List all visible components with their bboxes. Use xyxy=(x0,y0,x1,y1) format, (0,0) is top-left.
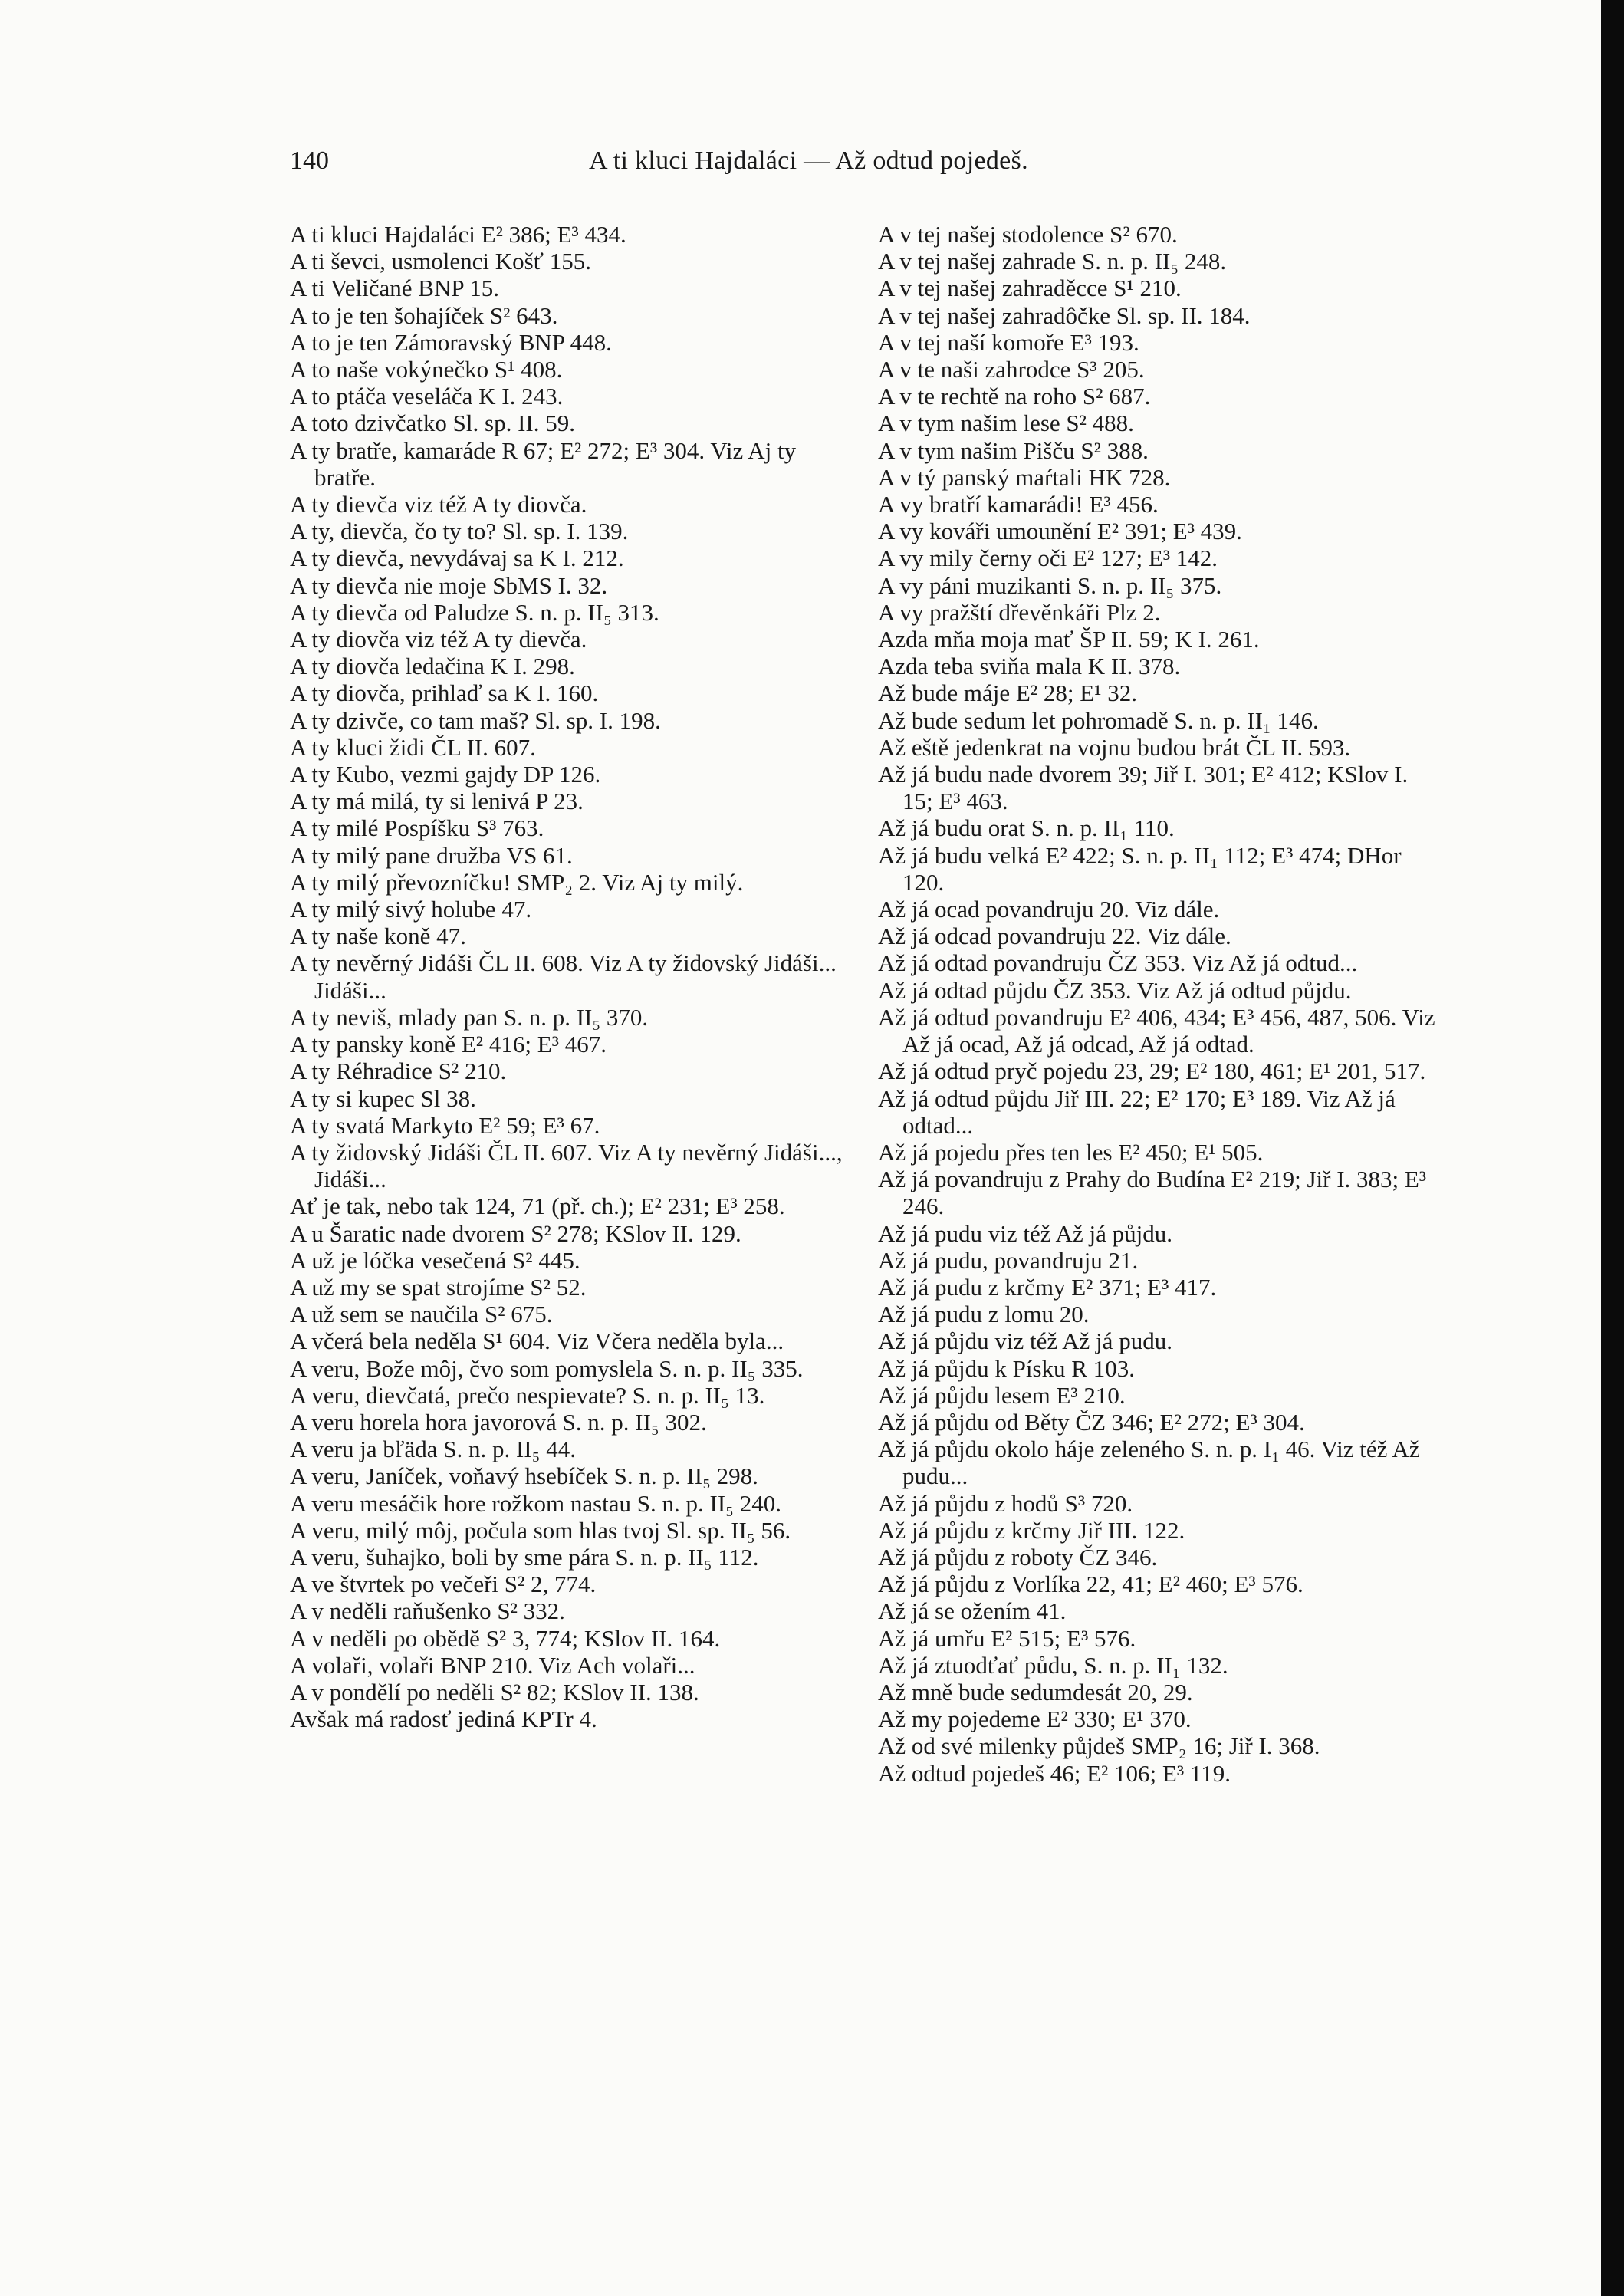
index-entry: Až já půjdu okolo háje zeleného S. n. p. I₁ 46. Viz též Až pudu... xyxy=(878,1436,1420,1490)
index-entry: Až já ocad povandruju 20. Viz dále. xyxy=(878,896,1220,923)
page-header xyxy=(290,142,1149,180)
index-entry: Až odtud pojedeš 46; E² 106; E³ 119. xyxy=(878,1759,1231,1787)
index-entry: A v pondělí po neděli S² 82; KSlov II. 138. xyxy=(290,1678,699,1706)
index-entry: A u Šaratic nade dvorem S² 278; KSlov II. 129. xyxy=(290,1219,741,1247)
index-entry: Až já umřu E² 515; E³ 576. xyxy=(878,1624,1136,1652)
index-entry: Avšak má radosť jediná KPTr 4. xyxy=(290,1706,597,1733)
index-entry: A v tej našej zahrade S. n. p. II₅ 248. xyxy=(878,248,1227,275)
index-entry: A veru, šuhajko, boli by sme pára S. n. p. II₅ 112. xyxy=(290,1543,759,1571)
index-entry: A ty diovča viz též A ty dievča. xyxy=(290,626,587,653)
index-entry: A v tej našej stodolence S² 670. xyxy=(878,221,1178,248)
index-entry: Až já půjdu od Běty ČZ 346; E² 272; E³ 304. xyxy=(878,1408,1305,1436)
index-entry: Až já odtad půjdu ČZ 353. Viz Až já odtud půjdu. xyxy=(878,976,1352,1004)
index-entry: A včerá bela neděla S¹ 604. Viz Včera neděla byla... xyxy=(290,1327,784,1355)
index-entry: A ti Veličané BNP 15. xyxy=(290,275,499,302)
index-entry: Až já půjdu z Vorlíka 22, 41; E² 460; E³ 576. xyxy=(878,1571,1303,1598)
index-entry: A ty milé Pospíšku S³ 763. xyxy=(290,814,544,842)
index-entry: A v te rechtě na roho S² 687. xyxy=(878,383,1151,410)
index-entry: A to ptáča veseláča K I. 243. xyxy=(290,383,564,410)
index-entry: Azda mňa moja mať ŠP II. 59; K I. 261. xyxy=(878,626,1260,653)
index-entry: A ty má milá, ty si lenivá P 23. xyxy=(290,788,584,815)
index-entry: A veru, dievčatá, prečo nespievate? S. n. p. II₅ 13. xyxy=(290,1381,765,1409)
index-entry: Až eště jedenkrat na vojnu budou brát ČL II. 593. xyxy=(878,733,1351,761)
index-entry: A ti kluci Hajdaláci E² 386; E³ 434. xyxy=(290,221,626,248)
index-entry: Až my pojedeme E² 330; E¹ 370. xyxy=(878,1706,1192,1733)
index-entry: A ty Kubo, vezmi gajdy DP 126. xyxy=(290,761,601,788)
index-entry: A v te naši zahrodce S³ 205. xyxy=(878,356,1145,383)
index-entry: Až já budu nade dvorem 39; Jiř I. 301; E² 412; KSlov I. 15; E³ 463. xyxy=(878,761,1409,815)
index-entry: A veru ja bľäda S. n. p. II₅ 44. xyxy=(290,1436,576,1463)
index-entry: A ty pansky koně E² 416; E³ 467. xyxy=(290,1031,607,1058)
index-entry: A ty milý pane družba VS 61. xyxy=(290,841,573,869)
index-entry: A veru mesáčik hore rožkom nastau S. n. p. II₅ 240. xyxy=(290,1489,781,1517)
index-entry: Až já půjdu lesem E³ 210. xyxy=(878,1381,1126,1409)
index-entry: A ty si kupec Sl 38. xyxy=(290,1084,476,1112)
index-entry: Až já pudu, povandruju 21. xyxy=(878,1246,1139,1274)
index-entry: Až já povandruju z Prahy do Budína E² 219; Jiř I. 383; E³ 246. xyxy=(878,1166,1427,1220)
index-entry: Až bude máje E² 28; E¹ 32. xyxy=(878,679,1137,707)
index-entry: A v neděli po obědě S² 3, 774; KSlov II. 164. xyxy=(290,1624,721,1652)
index-entry: Až já odtad povandruju ČZ 353. Viz Až já odtud... xyxy=(878,949,1358,977)
index-entry: A v tej naší komoře E³ 193. xyxy=(878,328,1139,356)
index-entry: A to je ten šohajíček S² 643. xyxy=(290,301,558,329)
index-entry: A ty dievča viz též A ty diovča. xyxy=(290,491,587,518)
index-entry: A vy páni muzikanti S. n. p. II₅ 375. xyxy=(878,571,1222,599)
index-entry: Až já pojedu přes ten les E² 450; E¹ 505. xyxy=(878,1138,1264,1166)
index-entry: Až já odtud pryč pojedu 23, 29; E² 180, 461; E¹ 201, 517. xyxy=(878,1058,1426,1085)
index-entry: A v neděli raňušenko S² 332. xyxy=(290,1597,565,1625)
index-entry: A toto dzivčatko Sl. sp. II. 59. xyxy=(290,410,575,437)
index-entry: Až já odtud půjdu Jiř III. 22; E² 170; E³ 189. Viz Až já odtad... xyxy=(878,1084,1396,1139)
index-entry: A ty svatá Markyto E² 59; E³ 67. xyxy=(290,1111,600,1139)
index-entry: A vy bratří kamarádi! E³ 456. xyxy=(878,491,1159,518)
index-entry: A ty milý sivý holube 47. xyxy=(290,896,532,923)
index-entry: A veru, Bože môj, čvo som pomyslela S. n. p. II₅ 335. xyxy=(290,1354,804,1382)
index-entry: Až od své milenky půjdeš SMP₂ 16; Jiř I. 368. xyxy=(878,1732,1320,1760)
page-number: 140 xyxy=(290,146,329,175)
index-entry: A ty kluci židi ČL II. 607. xyxy=(290,733,536,761)
running-title: A ti kluci Hajdaláci — Až odtud pojedeš. xyxy=(589,146,1028,175)
index-entry: A vy pražští dřevěnkáři Plz 2. xyxy=(878,598,1161,626)
index-entry: A ty dzivče, co tam maš? Sl. sp. I. 198. xyxy=(290,706,661,734)
index-entry: Až já ztuodťať půdu, S. n. p. II₁ 132. xyxy=(878,1651,1228,1679)
index-entry: Až já budu velká E² 422; S. n. p. II₁ 112; E³ 474; DHor 120. xyxy=(878,841,1402,896)
index-entry: A v tej našej zahraděcce S¹ 210. xyxy=(878,275,1182,302)
index-entry: A ti ševci, usmolenci Košť 155. xyxy=(290,248,591,275)
index-entry: Až já pudu z lomu 20. xyxy=(878,1301,1090,1328)
index-entry: Až mně bude sedumdesát 20, 29. xyxy=(878,1678,1193,1706)
index-entry: Ať je tak, nebo tak 124, 71 (př. ch.); E² 231; E³ 258. xyxy=(290,1192,785,1220)
index-entry: A to naše vokýnečko S¹ 408. xyxy=(290,356,563,383)
index-entry: Až já budu orat S. n. p. II₁ 110. xyxy=(878,814,1175,842)
index-entry: Až já pudu viz též Až já půjdu. xyxy=(878,1219,1172,1247)
index-entry: A veru, milý môj, počula som hlas tvoj Sl. sp. II₅ 56. xyxy=(290,1516,791,1544)
index-entry: Azda teba sviňa mala K II. 378. xyxy=(878,653,1181,680)
index-entry: A veru horela hora javorová S. n. p. II₅ 302. xyxy=(290,1408,707,1436)
index-entry: A už my se spat strojíme S² 52. xyxy=(290,1273,587,1301)
index-entry: A ty, dievča, čo ty to? Sl. sp. I. 139. xyxy=(290,518,629,545)
index-entry: A ty dievča, nevydávaj sa K I. 212. xyxy=(290,544,624,572)
index-entry: A to je ten Zámoravský BNP 448. xyxy=(290,328,612,356)
index-entry: A v tej našej zahradôčke Sl. sp. II. 184. xyxy=(878,301,1251,329)
index-entry: Až já pudu z krčmy E² 371; E³ 417. xyxy=(878,1273,1217,1301)
index-column-right xyxy=(878,221,1438,1787)
index-entry: Až já půjdu k Písku R 103. xyxy=(878,1354,1135,1382)
index-entry: A už je lóčka vesečená S² 445. xyxy=(290,1246,580,1274)
index-entry: Až já půjdu z krčmy Jiř III. 122. xyxy=(878,1516,1185,1544)
index-column-left xyxy=(290,221,850,1732)
index-entry: A ty diovča, prihlaď sa K I. 160. xyxy=(290,679,599,707)
index-entry: A volaři, volaři BNP 210. Viz Ach volaři... xyxy=(290,1651,695,1679)
index-entry: A ty naše koně 47. xyxy=(290,923,466,950)
index-entry: Až já odtud povandruju E² 406, 434; E³ 456, 487, 506. Viz Až já ocad, Až já odcad, Až já odtad. xyxy=(878,1003,1435,1058)
index-entry: Až já půjdu z hodů S³ 720. xyxy=(878,1489,1133,1517)
index-entry: A už sem se naučila S² 675. xyxy=(290,1301,553,1328)
index-entry: A ve štvrtek po večeři S² 2, 774. xyxy=(290,1571,597,1598)
index-entry: A ty bratře, kamaráde R 67; E² 272; E³ 304. Viz Aj ty bratře. xyxy=(290,436,797,491)
index-entry: Až bude sedum let pohromadě S. n. p. II₁ 146. xyxy=(878,706,1319,734)
index-entry: A ty neviš, mlady pan S. n. p. II₅ 370. xyxy=(290,1003,649,1031)
index-entry: Až já se ožením 41. xyxy=(878,1597,1067,1625)
index-entry: A v tym našim lese S² 488. xyxy=(878,410,1134,437)
index-entry: A ty diovča ledačina K I. 298. xyxy=(290,653,575,680)
index-entry: A vy mily černy oči E² 127; E³ 142. xyxy=(878,544,1218,572)
index-entry: A ty milý převozníčku! SMP₂ 2. Viz Aj ty milý. xyxy=(290,868,744,896)
index-entry: A v tý panský maŕtali HK 728. xyxy=(878,463,1171,491)
index-entry: A ty nevěrný Jidáši ČL II. 608. Viz A ty židovský Jidáši... Jidáši... xyxy=(290,949,837,1004)
index-entry: Až já půjdu z roboty ČZ 346. xyxy=(878,1543,1158,1571)
index-entry: A ty dievča nie moje SbMS I. 32. xyxy=(290,571,608,599)
index-entry: A vy kováři umounění E² 391; E³ 439. xyxy=(878,518,1242,545)
index-entry: A ty Réhradice S² 210. xyxy=(290,1058,507,1085)
index-entry: Až já odcad povandruju 22. Viz dále. xyxy=(878,923,1231,950)
index-entry: Až já půjdu viz též Až já pudu. xyxy=(878,1327,1172,1355)
index-entry: A v tym našim Pišču S² 388. xyxy=(878,436,1149,464)
index-entry: A veru, Janíček, voňavý hsebíček S. n. p. II₅ 298. xyxy=(290,1462,758,1490)
index-entry: A ty dievča od Paludze S. n. p. II₅ 313. xyxy=(290,598,659,626)
index-entry: A ty židovský Jidáši ČL II. 607. Viz A ty nevěrný Jidáši..., Jidáši... xyxy=(290,1138,843,1193)
